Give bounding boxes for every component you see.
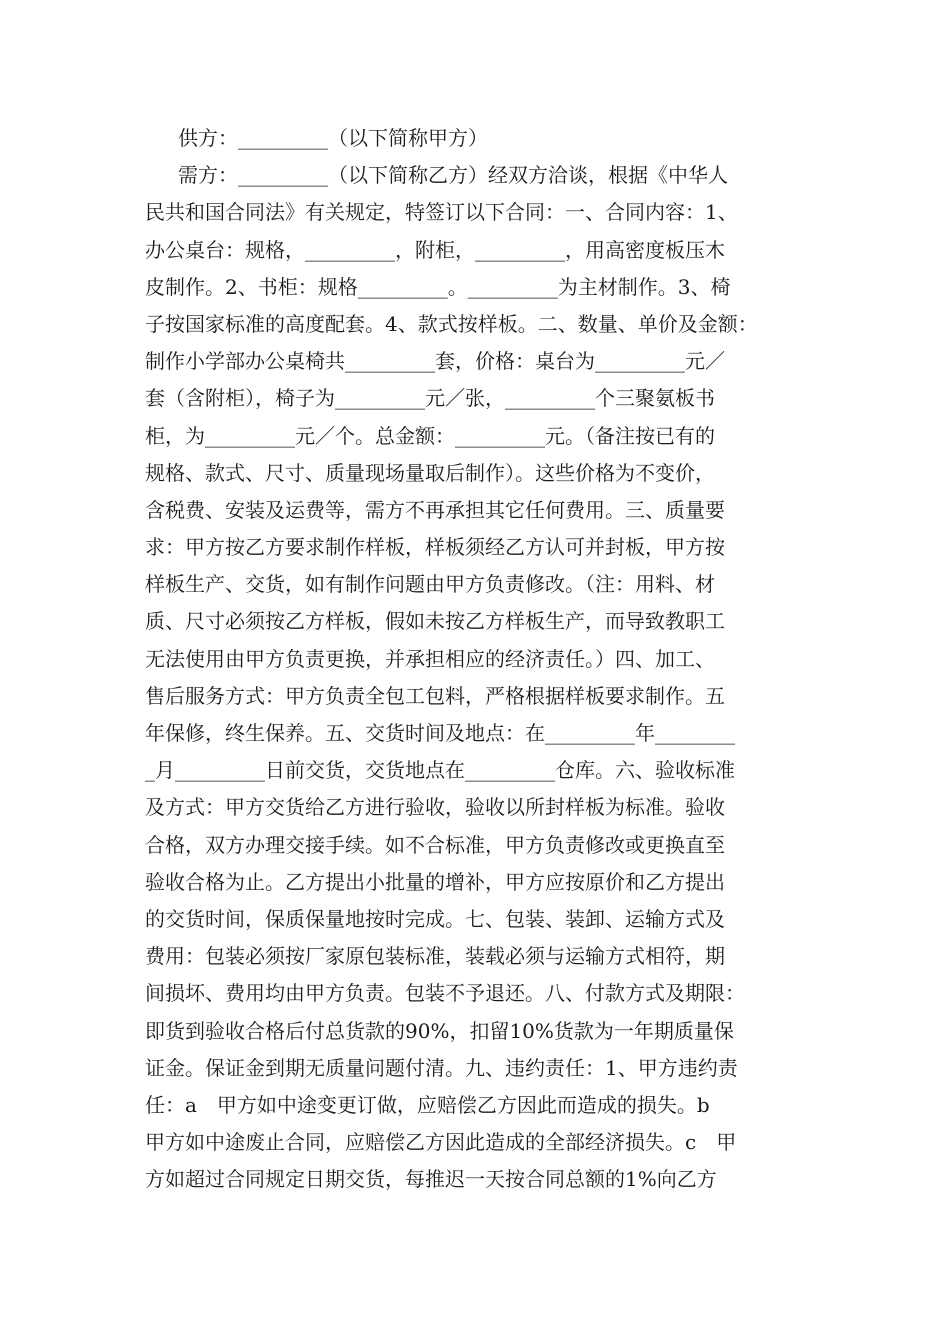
text-line: 证金。保证金到期无质量问题付清。九、违约责任：1、甲方违约责 [145, 1055, 738, 1080]
text-line: 即货到验收合格后付总货款的90%，扣留10%货款为一年期质量保 [145, 1018, 734, 1043]
text-line: 样板生产、交货，如有制作问题由甲方负责修改。（注：用料、材 [145, 572, 715, 597]
text-line: 套（含附柜），椅子为_________元／张，_________个三聚氨板书 [145, 386, 715, 411]
text-line: 任：a 甲方如中途变更订做，应赔偿乙方因此而造成的损失。b [145, 1092, 710, 1117]
text-line: 含税费、安装及运费等，需方不再承担其它任何费用。三、质量要 [145, 497, 725, 522]
text-line: 皮制作。2、书柜：规格_________。_________为主材制作。3、椅 [145, 274, 731, 299]
contract-body-text [145, 120, 825, 1198]
text-line: 售后服务方式：甲方负责全包工包料，严格根据样板要求制作。五 [145, 683, 725, 708]
text-line: _月_________日前交货，交货地点在_________仓库。六、验收标准 [145, 758, 735, 783]
buyer-line: 需方：_________（以下简称乙方）经双方洽谈，根据《中华人 [178, 163, 728, 188]
text-line: 甲方如中途废止合同，应赔偿乙方因此造成的全部经济损失。c 甲 [145, 1130, 737, 1155]
text-line: 及方式：甲方交货给乙方进行验收，验收以所封样板为标准。验收 [145, 795, 725, 820]
text-line: 验收合格为止。乙方提出小批量的增补，甲方应按原价和乙方提出 [145, 869, 725, 894]
text-line: 规格、款式、尺寸、质量现场量取后制作）。这些价格为不变价， [145, 460, 715, 485]
text-line: 费用：包装必须按厂家原包装标准，装载必须与运输方式相符，期 [145, 944, 725, 969]
text-line: 无法使用由甲方负责更换，并承担相应的经济责任。）四、加工、 [145, 646, 715, 671]
text-line: 间损坏、费用均由甲方负责。包装不予退还。八、付款方式及期限： [145, 981, 745, 1006]
text-line: 办公桌台：规格，_________，附柜，_________，用高密度板压木 [145, 237, 725, 262]
text-line: 民共和国合同法》有关规定，特签订以下合同：一、合同内容：1、 [145, 200, 738, 225]
text-line: 年保修，终生保养。五、交货时间及地点：在_________年________ [145, 721, 735, 745]
text-line: 子按国家标准的高度配套。4、款式按样板。二、数量、单价及金额： [145, 311, 758, 336]
text-line: 方如超过合同规定日期交货，每推迟一天按合同总额的1%向乙方 [145, 1167, 717, 1192]
text-line: 求：甲方按乙方要求制作样板，样板须经乙方认可并封板，甲方按 [145, 535, 725, 560]
text-line: 质、尺寸必须按乙方样板，假如未按乙方样板生产，而导致教职工 [145, 609, 725, 634]
supplier-line: 供方：_________（以下简称甲方） [178, 126, 488, 150]
text-line: 柜，为_________元／个。总金额：_________元。（备注按已有的 [145, 423, 715, 448]
text-line: 的交货时间，保质保量地按时完成。七、包装、装卸、运输方式及 [145, 906, 725, 931]
text-line: 合格，双方办理交接手续。如不合标准，甲方负责修改或更换直至 [145, 832, 725, 857]
text-line: 制作小学部办公桌椅共_________套，价格：桌台为_________元／ [145, 349, 725, 374]
